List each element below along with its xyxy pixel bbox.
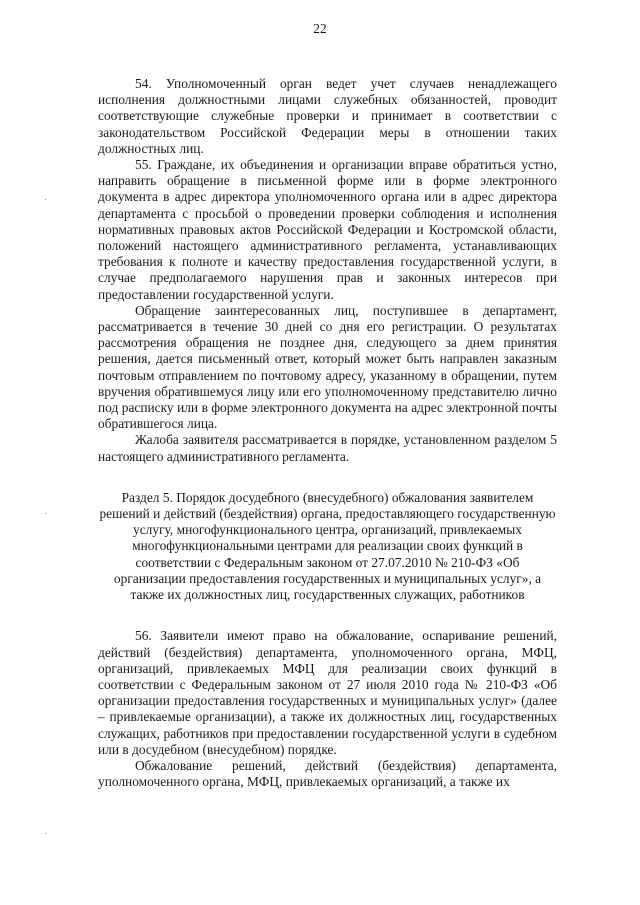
paragraph-appeal-continued: Обжалование решений, действий (бездействия) департамента, уполномоченного органа, МФЦ, привлекаемых организаций, а также их	[98, 757, 557, 790]
scan-mark: ·	[44, 195, 48, 206]
paragraph-54: 54. Уполномоченный орган ведет учет случаев ненадлежащего исполнения должностными лицами служебных обязанностей, проводит соответствующие служебные проверки и принимает в соответствии с законодательством Российской Федерации меры в отношении таких должностных лиц.	[98, 76, 557, 156]
paragraph-55: 55. Граждане, их объединения и организации вправе обратиться устно, направить обращение в письменной форме или в форме электронного документа в адрес директора уполномоченного органа или в адрес директора департамента с просьбой о проведении проверки соблюдения и исполнения нормативных правовых актов Российской Федерации и Костромской области, положений настоящего административного регламента, устанавливающих требования к полноте и качеству предоставления государственной услуги, в случае предполагаемого нарушения прав и законных интересов при предоставлении государственной услуги.	[98, 157, 557, 302]
scan-mark: ·	[44, 829, 48, 840]
page-number: 22	[313, 21, 327, 36]
paragraph-56: 56. Заявители имеют право на обжалование, оспаривание решений, действий (бездействия) департамента, уполномоченного органа, МФЦ, организаций, привлекаемых МФЦ для реализации своих функций в соответствии с Федеральным законом от 27 июля 2010 года № 210-ФЗ «Об организации предоставления государственных и муниципальных услуг» (далее – привлекаемые организации), а также их должностных лиц, государственных служащих, работников при предоставлении государственной услуги в судебном или в досудебном (внесудебном) порядке.	[98, 628, 557, 757]
paragraph-appeal-review: Обращение заинтересованных лиц, поступившее в департамент, рассматривается в течение 30 дней со дня его регистрации. О результатах рассмотрения обращения не позднее дня, следующего за днем принятия решения, дается письменный ответ, который может быть направлен заказным почтовым отправлением по почтовому адресу, указанному в обращении, путем вручения обратившемуся лицу или его уполномоченному представителю лично под расписку или в форме электронного документа на адрес электронной почты обратившегося лица.	[98, 302, 557, 432]
section-5-heading: Раздел 5. Порядок досудебного (внесудебного) обжалования заявителем решений и действий (бездействия) органа, предоставляющего государственную услугу, многофункционального центра, организаций, привлекаемых многофункциональными центрами для реализации своих функций в соответствии с Федеральным законом от 27.07.2010 № 210-ФЗ «Об организации предоставления государственных и муниципальных услуг», а также их должностных лиц, государственных служащих, работников	[99, 489, 556, 603]
scan-mark: ·	[44, 509, 48, 520]
document-body	[98, 76, 557, 790]
paragraph-complaint: Жалоба заявителя рассматривается в порядке, установленном разделом 5 настоящего административного регламента.	[98, 432, 557, 464]
